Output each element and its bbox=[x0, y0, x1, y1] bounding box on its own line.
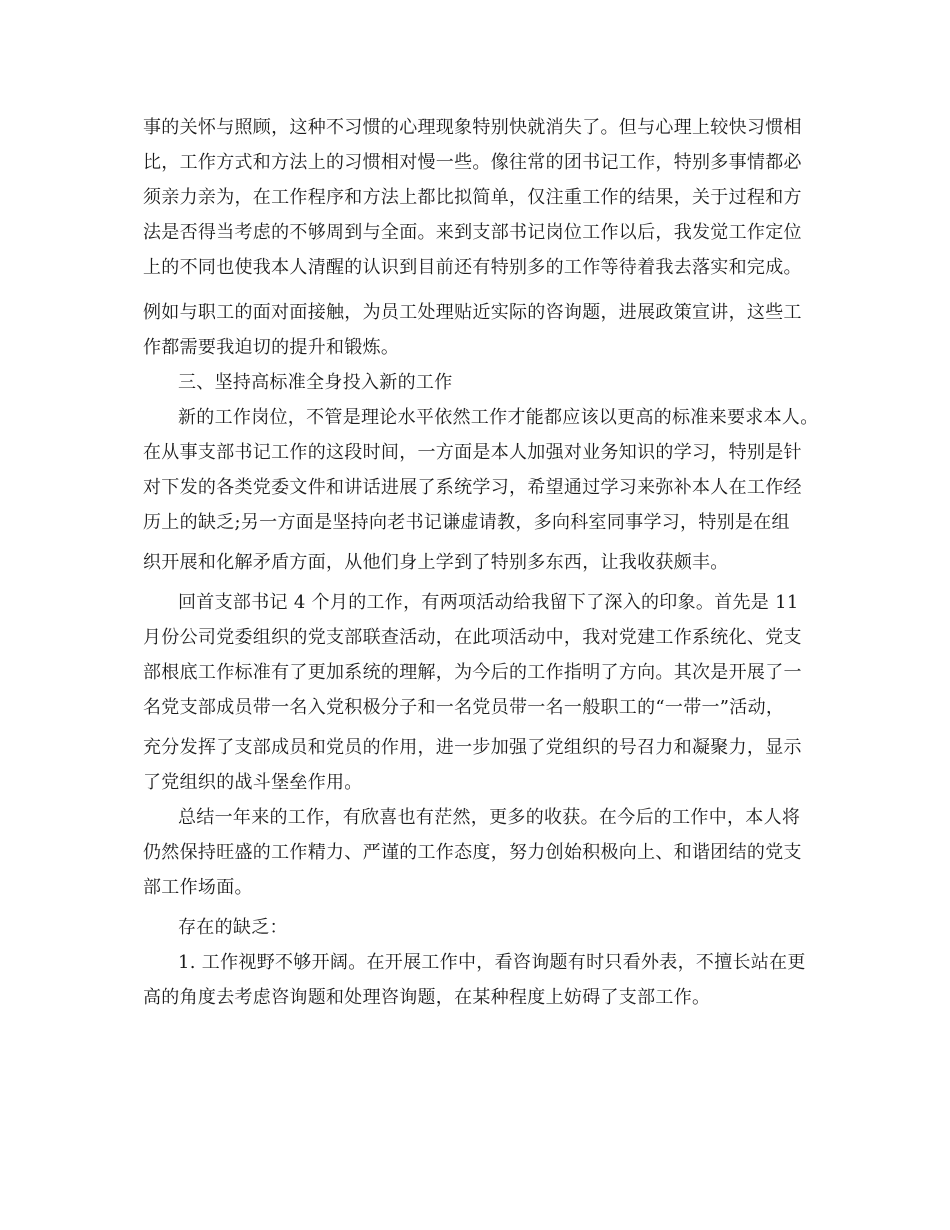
body-line: 作都需要我迫切的提升和锻炼。 bbox=[143, 337, 400, 358]
section-heading: 三、坚持高标准全身投入新的工作 bbox=[178, 372, 453, 393]
section-heading: 存在的缺乏： bbox=[178, 917, 288, 938]
body-line: 月份公司党委组织的党支部联查活动，在此项活动中，我对党建工作系统化、党支 bbox=[143, 627, 802, 648]
body-line: 名党支部成员带一名入党积极分子和一名党员带一名一般职工的“一带一”活动， bbox=[143, 697, 785, 718]
body-line: 在从事支部书记工作的这段时间，一方面是本人加强对业务知识的学习，特别是针 bbox=[143, 442, 802, 463]
list-item-line: 1. 工作视野不够开阔。在开展工作中，看咨询题有时只看外表，不擅长站在更 bbox=[178, 952, 806, 973]
body-line: 例如与职工的面对面接触，为员工处理贴近实际的咨询题，进展政策宣讲，这些工 bbox=[143, 302, 802, 323]
body-line: 上的不同也使我本人清醒的认识到目前还有特别多的工作等待着我去落实和完成。 bbox=[143, 257, 802, 278]
paragraph-start-line: 总结一年来的工作，有欣喜也有茫然，更多的收获。在今后的工作中，本人将 bbox=[178, 807, 801, 828]
body-line: 充分发挥了支部成员和党员的作用，进一步加强了党组织的号召力和凝聚力，显示 bbox=[143, 737, 802, 758]
body-line: 历上的缺乏;另一方面是坚持向老书记谦虚请教，多向科室同事学习，特别是在组 bbox=[143, 512, 790, 533]
body-line: 对下发的各类党委文件和讲话进展了系统学习，希望通过学习来弥补本人在工作经 bbox=[143, 477, 802, 498]
body-line: 须亲力亲为，在工作程序和方法上都比拟简单，仅注重工作的结果，关于过程和方 bbox=[143, 187, 802, 208]
body-line: 部工作场面。 bbox=[143, 877, 253, 898]
body-line: 织开展和化解矛盾方面，从他们身上学到了特别多东西，让我收获颇丰。 bbox=[143, 552, 729, 573]
paragraph-start-line: 回首支部书记 4 个月的工作，有两项活动给我留下了深入的印象。首先是 11 bbox=[178, 592, 799, 613]
body-line: 法是否得当考虑的不够周到与全面。来到支部书记岗位工作以后，我发觉工作定位 bbox=[143, 222, 802, 243]
body-line: 比，工作方式和方法上的习惯相对慢一些。像往常的团书记工作，特别多事情都必 bbox=[143, 152, 802, 173]
body-line: 事的关怀与照顾，这种不习惯的心理现象特别快就消失了。但与心理上较快习惯相 bbox=[143, 117, 802, 138]
body-line: 了党组织的战斗堡垒作用。 bbox=[143, 772, 363, 793]
body-line: 高的角度去考虑咨询题和处理咨询题，在某种程度上妨碍了支部工作。 bbox=[143, 987, 711, 1008]
paragraph-start-line: 新的工作岗位，不管是理论水平依然工作才能都应该以更高的标准来要求本人。 bbox=[178, 407, 819, 428]
body-line: 部根底工作标准有了更加系统的理解，为今后的工作指明了方向。其次是开展了一 bbox=[143, 662, 802, 683]
body-line: 仍然保持旺盛的工作精力、严谨的工作态度，努力创始积极向上、和谐团结的党支 bbox=[143, 842, 802, 863]
